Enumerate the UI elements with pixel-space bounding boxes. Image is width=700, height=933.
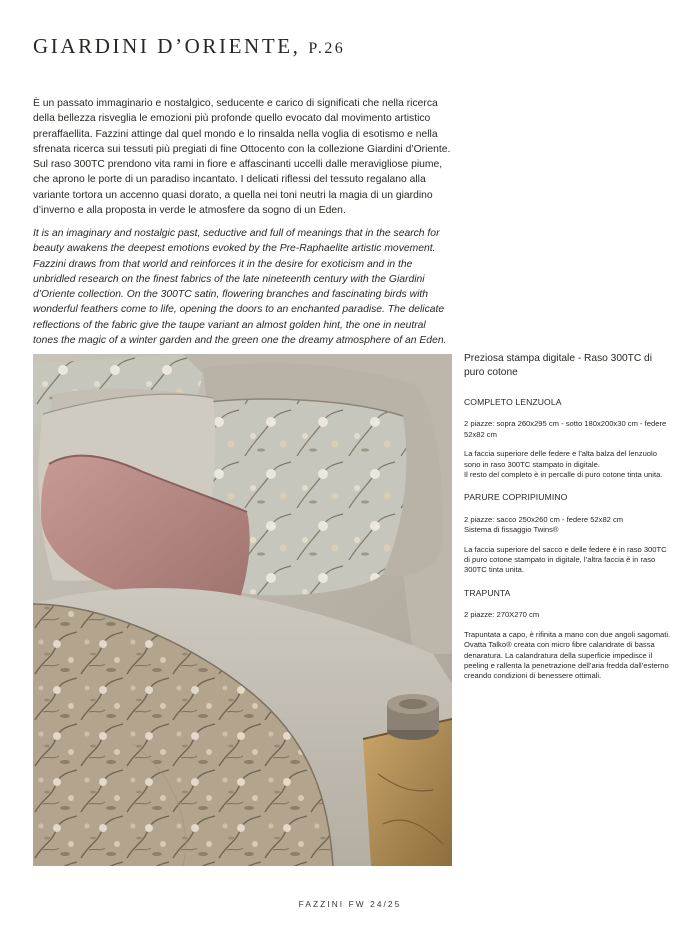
page-title xyxy=(33,34,345,59)
footer-brand: FAZZINI FW 24/25 xyxy=(298,899,402,909)
specs-headline: Preziosa stampa digitale - Raso 300TC di puro cotone xyxy=(464,353,652,378)
spec-description: La faccia superiore delle federe e l’alta balza del lenzuolo sono in raso 300TC stampato in digitale. Il resto del completo è in percalle di puro cotone tinta unita. xyxy=(464,449,663,480)
intro-english: It is an imaginary and nostalgic past, seductive and full of meanings that in the search for beauty awakens the deepest emotions evoked by the Pre-Raphaelite artistic movement. Fazzini draws from that world and reinforces it in the desire for exoticism and in the unbridled research on the finest fabrics of the late nineteenth century with the Giardini d’Oriente collection. On the 300TC satin, flowering branches and fascinating birds with wonderful feathers come to life, opening the doors to an enchanted paradise. The delicate reflections of the fabric give the taupe variant an almost golden hint, the one in neutral tones the magic of a winter garden and the green one the dreamy atmosphere of an Eden. xyxy=(33,228,447,347)
collection-title: GIARDINI D’ORIENTE, xyxy=(33,34,301,58)
spec-section-completo xyxy=(464,397,674,480)
spec-description: La faccia superiore del sacco e delle federe è in raso 300TC di puro cotone stampato in digitale, l’altra faccia è in raso 300TC tinta unita. xyxy=(464,544,667,575)
spec-size: 2 piazze: sopra 260x295 cm - sotto 180x200x30 cm - federe 52x82 cm xyxy=(464,419,667,439)
spec-title: COMPLETO LENZUOLA xyxy=(464,397,562,407)
intro-italian: È un passato immaginario e nostalgico, seducente e carico di significati che nella ricerca della bellezza risveglia le emozioni più profonde quello evocato dal movimento artistico preraffaellita. Fazzini attinge dal quel mondo e lo rinsalda nella voglia di esotismo e nella sfrenata ricerca sui tessuti più pregiati di fine Ottocento con la collezione Giardini d’Oriente. Sul raso 300TC prendono vita rami in fiore e affascinanti uccelli dalle meravigliose piume, che aprono le porte di un paradiso incantato. I delicati riflessi del tessuto regalano alla variante tortora un accenno quasi dorato, a quella nei toni neutri la magia di un giardino d’inverno e alla proposta in verde le atmosfere da sogno di un Eden. xyxy=(33,98,451,217)
spec-title: PARURE COPRIPIUMINO xyxy=(464,492,568,503)
spec-size: 2 piazze: sacco 250x260 cm - federe 52x82 cm Sistema di fissaggio Twins® xyxy=(464,514,624,535)
spec-size: 2 piazze: 270X270 cm xyxy=(464,610,540,620)
bedding-illustration xyxy=(33,354,452,866)
bedding-photo xyxy=(33,354,452,866)
product-specs xyxy=(464,352,674,694)
spec-section-parure xyxy=(464,492,674,575)
page-reference: P.26 xyxy=(308,40,346,57)
spec-description: Trapuntata a capo, è rifinita a mano con due angoli sagomati. Ovatta Talko® creata con micro fibre calandrate di bassa denaratura. La calandratura della superficie impedisce il peeling e rallenta la penetrazione dell’aria fredda dall’esterno creando condizioni di benessere ottimali. xyxy=(464,629,671,681)
spec-section-trapunta xyxy=(464,588,674,682)
spec-title: TRAPUNTA xyxy=(464,587,511,598)
